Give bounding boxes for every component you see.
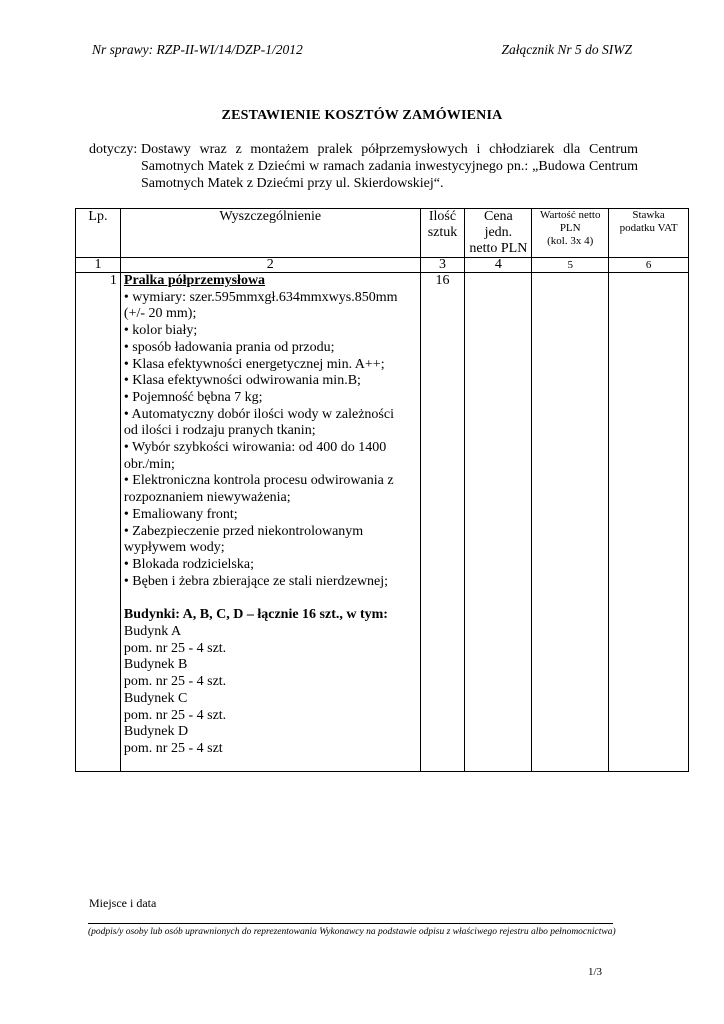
row-vat-rate bbox=[609, 273, 689, 772]
spec-line: • sposób ładowania prania od przodu; bbox=[123, 339, 335, 355]
signature-note: (podpis/y osoby lub osób uprawnionych do reprezentowania Wykonawcy na podstawie odpisu z właściwego rejestru albo pełnomocnictwa) bbox=[88, 927, 616, 937]
header-net-value-line: Wartość netto bbox=[539, 209, 601, 221]
header-net-value-line: (kol. 3x 4) bbox=[547, 235, 594, 247]
spec-line: wypływem wody; bbox=[123, 540, 225, 556]
header-lp: Lp. bbox=[76, 209, 121, 258]
header-quantity-line: Ilość bbox=[428, 209, 457, 224]
building-line: pom. nr 25 - 4 szt. bbox=[123, 707, 227, 723]
spec-line: • Pojemność bębna 7 kg; bbox=[123, 389, 263, 405]
document-title: ZESTAWIENIE KOSZTÓW ZAMÓWIENIA bbox=[221, 108, 503, 123]
building-line: Budynek C bbox=[123, 690, 188, 706]
spec-line: • Wybór szybkości wirowania: od 400 do 1400 bbox=[123, 440, 387, 456]
spec-line: • Emaliowany front; bbox=[123, 506, 238, 522]
spec-line: • Klasa efektywności odwirowania min.B; bbox=[123, 373, 361, 389]
signature-line bbox=[88, 923, 613, 924]
building-line: pom. nr 25 - 4 szt. bbox=[123, 640, 227, 656]
header-unit-price-line: netto PLN bbox=[469, 241, 528, 256]
spec-line: • Klasa efektywności energetycznej min. A++; bbox=[123, 356, 385, 372]
column-number: 5 bbox=[532, 258, 609, 273]
table-row bbox=[76, 273, 689, 772]
building-line: pom. nr 25 - 4 szt bbox=[123, 740, 223, 756]
column-number: 1 bbox=[76, 258, 121, 273]
header-net-value-line: PLN bbox=[559, 222, 581, 234]
row-net-value bbox=[532, 273, 609, 772]
column-number: 4 bbox=[465, 258, 532, 273]
spec-line: • kolor biały; bbox=[123, 323, 198, 339]
building-line: Budynek D bbox=[123, 724, 189, 740]
header-vat-rate-line: podatku VAT bbox=[619, 222, 678, 234]
place-and-date-label: Miejsce i data bbox=[89, 896, 157, 910]
spec-line: • Bęben i żebra zbierające ze stali nierdzewnej; bbox=[123, 573, 389, 589]
column-number-row bbox=[76, 258, 689, 273]
row-quantity: 16 bbox=[420, 273, 465, 772]
header-description: Wyszczególnienie bbox=[120, 209, 420, 258]
spec-line: • Elektroniczna kontrola procesu odwirowania z bbox=[123, 473, 394, 489]
building-line: Budynk A bbox=[123, 624, 182, 640]
item-title: Pralka półprzemysłowa bbox=[123, 273, 266, 288]
building-line: Budynek B bbox=[123, 657, 188, 673]
column-number: 3 bbox=[420, 258, 465, 273]
row-unit-price bbox=[465, 273, 532, 772]
spec-line: • wymiary: szer.595mmxgł.634mmxwys.850mm bbox=[123, 289, 398, 305]
column-number: 2 bbox=[120, 258, 420, 273]
attachment-label: Załącznik Nr 5 do SIWZ bbox=[501, 42, 632, 57]
spec-line: rozpoznaniem niewyważenia; bbox=[123, 490, 291, 506]
subject-text: Dostawy wraz z montażem pralek półprzemysłowych i chłodziarek dla Centrum Samotnych Matek z Dziećmi w ramach zadania inwestycyjnego pn.: „Budowa Centrum Samotnych Matek z Dziećmi przy ul. Skierdowskiej“. bbox=[141, 142, 638, 191]
header-quantity bbox=[420, 209, 465, 258]
spec-line: • Blokada rodzicielska; bbox=[123, 556, 254, 572]
header-unit-price-line: Cena jedn. bbox=[483, 209, 513, 240]
header-net-value bbox=[532, 209, 609, 258]
header-unit-price bbox=[465, 209, 532, 258]
column-number: 6 bbox=[609, 258, 689, 273]
page-number: 1/3 bbox=[588, 966, 603, 978]
case-number: Nr sprawy: RZP-II-WI/14/DZP-1/2012 bbox=[92, 42, 303, 57]
spec-line: • Automatyczny dobór ilości wody w zależności bbox=[123, 406, 394, 422]
row-description bbox=[120, 273, 420, 772]
header-vat-rate-line: Stawka bbox=[632, 209, 665, 221]
buildings-title: Budynki: A, B, C, D – łącznie 16 szt., w tym: bbox=[123, 607, 388, 623]
spec-line: • Zabezpieczenie przed niekontrolowanym bbox=[123, 523, 364, 539]
header-quantity-line: sztuk bbox=[427, 225, 458, 240]
spec-line: obr./min; bbox=[123, 456, 175, 472]
cost-table bbox=[75, 208, 689, 772]
header-vat-rate bbox=[609, 209, 689, 258]
spec-line: (+/- 20 mm); bbox=[123, 306, 197, 322]
building-line: pom. nr 25 - 4 szt. bbox=[123, 674, 227, 690]
building-list bbox=[124, 624, 417, 758]
table-header-row bbox=[76, 209, 689, 258]
row-lp: 1 bbox=[76, 273, 121, 772]
subject-block bbox=[89, 141, 638, 192]
spec-list bbox=[124, 290, 417, 591]
spec-line: od ilości i rodzaju pranych tkanin; bbox=[123, 423, 316, 439]
subject-label: dotyczy: bbox=[89, 142, 138, 157]
